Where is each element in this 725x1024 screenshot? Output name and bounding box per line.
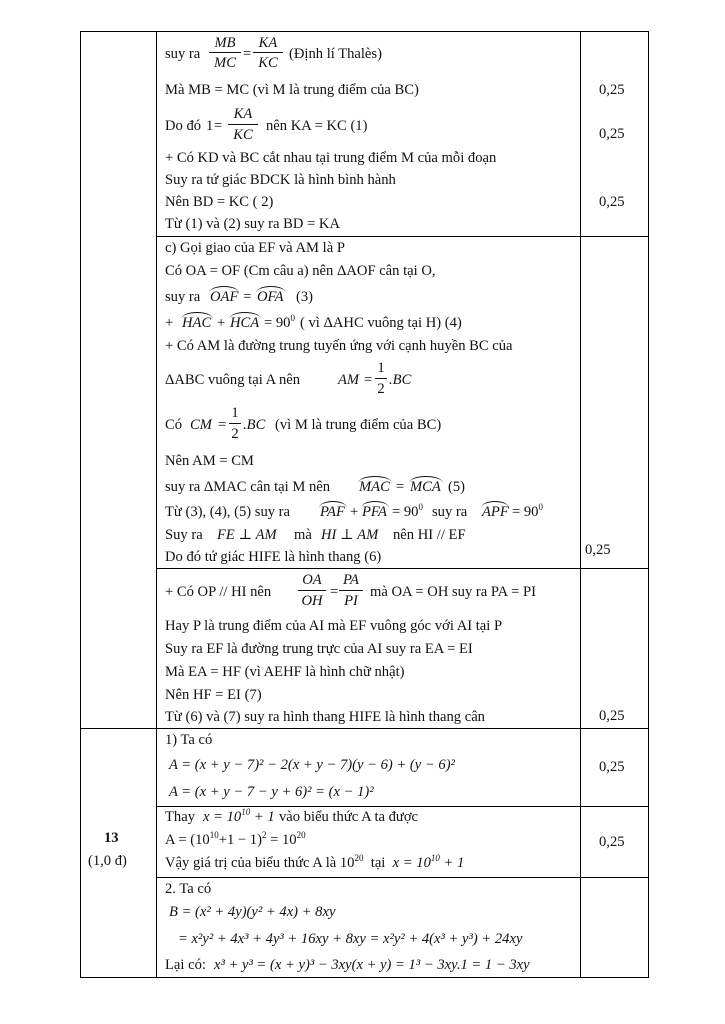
text-line: Suy ra EF là đường trung trực của AI suy ra EA = EI	[165, 641, 473, 657]
score: 0,25	[599, 82, 625, 98]
fraction-num: MB	[214, 35, 236, 51]
text-line: nên KA = KC (1)	[266, 118, 368, 134]
text-line: + Có KD và BC cắt nhau tại trung điểm M của mỗi đoạn	[165, 150, 497, 166]
text-line: + Có OP // HI nên	[165, 584, 272, 600]
fraction-num: KA	[233, 106, 253, 122]
text-line: ΔABC vuông tại A nên	[165, 372, 301, 388]
text-line: 2. Ta có	[165, 881, 212, 897]
question-points: (1,0 đ)	[88, 853, 127, 869]
table-border-left	[80, 31, 81, 978]
text-line: (5)	[448, 479, 466, 495]
text-line: (vì M là trung điểm của BC)	[275, 417, 442, 433]
fraction-bar	[209, 52, 241, 53]
fraction-num: OA	[302, 572, 322, 588]
fraction-bar	[228, 124, 258, 125]
plus-sign: +	[217, 315, 226, 331]
row-divider	[156, 236, 649, 237]
math-bc: .BC	[243, 417, 266, 433]
text-line: ( vì ΔAHC vuông tại H) (4)	[300, 315, 462, 331]
text-line: Thay	[165, 809, 195, 825]
equation-b1: B = (x² + 4y)(y² + 4x) + 8xy	[169, 904, 336, 920]
equals-sign: =	[218, 417, 227, 433]
score: 0,25	[599, 708, 625, 724]
text-line: Suy ra	[165, 527, 203, 543]
equals-sign: =	[243, 46, 252, 62]
angle-paf: PAF	[320, 504, 345, 520]
text-line: (3)	[296, 289, 314, 305]
text-line: Suy ra tứ giác BDCK là hình bình hành	[165, 172, 396, 188]
fraction-num: KA	[258, 35, 278, 51]
row-divider	[156, 877, 649, 878]
row-divider	[156, 806, 649, 807]
degree-value: = $90^0$	[264, 313, 295, 331]
table-border-right	[648, 31, 649, 978]
score: 0,25	[585, 542, 611, 558]
fraction-den: MC	[214, 55, 236, 71]
math-hi-perp-am: HI ⊥ AM	[321, 527, 379, 543]
text-line: Có OA = OF (Cm câu a) nên ΔAOF cân tại O,	[165, 263, 436, 279]
text-line: Nên BD = KC ( 2)	[165, 194, 274, 210]
text-line: Nên HF = EI (7)	[165, 687, 262, 703]
math-cm: CM	[190, 417, 212, 433]
text-line: $A = (10^{10}+1 - 1)^2 = 10^{20}$	[165, 830, 306, 848]
equals-sign: =	[330, 584, 339, 600]
fraction-bar	[339, 590, 363, 591]
angle-hac: HAC	[182, 315, 212, 331]
table-border-bottom	[80, 977, 649, 978]
fraction-den: KC	[258, 55, 278, 71]
equals-sign: =	[214, 118, 223, 134]
text-line: Lại có:	[165, 957, 206, 973]
fraction-bar	[229, 423, 241, 424]
text-line: (Định lí Thalès)	[289, 46, 382, 62]
score: 0,25	[599, 194, 625, 210]
equals-sign: =	[243, 289, 252, 305]
math-am: AM	[338, 372, 360, 388]
text-line: vào biểu thức A ta được	[279, 809, 419, 825]
table-divider-score	[580, 31, 581, 978]
equation-b3: x³ + y³ = (x + y)³ − 3xy(x + y) = 1³ − 3xy.1 = 1 − 3xy	[214, 957, 530, 973]
equation-a1: A = (x + y − 7)² − 2(x + y − 7)(y − 6) + (y − 6)²	[169, 757, 455, 773]
degree-value: = $90^0$	[512, 502, 543, 520]
text-line: Từ (6) và (7) suy ra hình thang HIFE là hình thang cân	[165, 709, 485, 725]
equals-sign: =	[364, 372, 373, 388]
text-line: 1) Ta có	[165, 732, 213, 748]
fraction-num: PA	[343, 572, 359, 588]
text-line: Từ (3), (4), (5) suy ra	[165, 504, 291, 520]
text-line: Hay P là trung điểm của AI mà EF vuông góc với AI tại P	[165, 618, 503, 634]
angle-hca: HCA	[230, 315, 260, 331]
text-line: Do đó tứ giác HIFE là hình thang (6)	[165, 549, 382, 565]
angle-ofa: OFA	[257, 289, 284, 305]
table-divider-question	[156, 31, 157, 978]
degree-value: = $90^0$	[392, 502, 423, 520]
angle-apf: APF	[482, 504, 509, 520]
text-line: c) Gọi giao của EF và AM là P	[165, 240, 345, 256]
row-divider-q13	[80, 728, 649, 729]
fraction-num: 1	[377, 360, 385, 376]
angle-oaf: OAF	[210, 289, 239, 305]
text-line: Do đó	[165, 118, 202, 134]
table-border-top	[80, 31, 649, 32]
text-line: mà OA = OH suy ra PA = PI	[370, 584, 536, 600]
fraction-den: 2	[231, 426, 239, 442]
math-bc: .BC	[389, 372, 412, 388]
angle-mac: MAC	[359, 479, 390, 495]
text-line: Mà MB = MC (vì M là trung điểm của BC)	[165, 82, 419, 98]
text-line: Có	[165, 417, 183, 433]
text-line: Từ (1) và (2) suy ra BD = KA	[165, 216, 341, 232]
text-line: nên HI // EF	[393, 527, 466, 543]
text-line: suy ra	[165, 46, 201, 62]
fraction-den: PI	[344, 593, 358, 609]
math-fe-perp-am: FE ⊥ AM	[217, 527, 277, 543]
fraction-den: KC	[233, 127, 253, 143]
fraction-den: 2	[377, 381, 385, 397]
math-one: 1	[206, 118, 214, 134]
question-number: 13	[104, 830, 119, 846]
fraction-den: OH	[301, 593, 323, 609]
equals-sign: =	[396, 479, 405, 495]
text-line: Mà EA = HF (vì AEHF là hình chữ nhật)	[165, 664, 405, 680]
text-line: Nên AM = CM	[165, 453, 254, 469]
angle-mca: MCA	[410, 479, 441, 495]
text-line: mà	[294, 527, 312, 543]
row-divider	[156, 568, 649, 569]
fraction-num: 1	[231, 405, 239, 421]
text-line: + Có AM là đường trung tuyến ứng với cạnh huyền BC của	[165, 338, 513, 354]
plus-sign: +	[165, 315, 174, 331]
angle-pfa: PFA	[362, 504, 387, 520]
fraction-bar	[298, 590, 326, 591]
score: 0,25	[599, 834, 625, 850]
equation-a2: A = (x + y − 7 − y + 6)² = (x − 1)²	[169, 784, 374, 800]
text-line: suy ra	[432, 504, 468, 520]
score: 0,25	[599, 126, 625, 142]
math-x: $x = 10^{10} + 1$	[203, 807, 275, 825]
fraction-bar	[375, 378, 387, 379]
text-line: suy ra	[165, 289, 201, 305]
fraction-bar	[253, 52, 283, 53]
plus-sign: +	[350, 504, 359, 520]
equation-b2: = x²y² + 4x³ + 4y³ + 16xy + 8xy = x²y² + 4(x³ + y³) + 24xy	[178, 931, 523, 947]
text-line: Vậy giá trị của biểu thức A là $10^{20}$ tại $x = 10^{10} + 1$	[165, 853, 465, 871]
text-line: suy ra ΔMAC cân tại M nên	[165, 479, 331, 495]
score: 0,25	[599, 759, 625, 775]
